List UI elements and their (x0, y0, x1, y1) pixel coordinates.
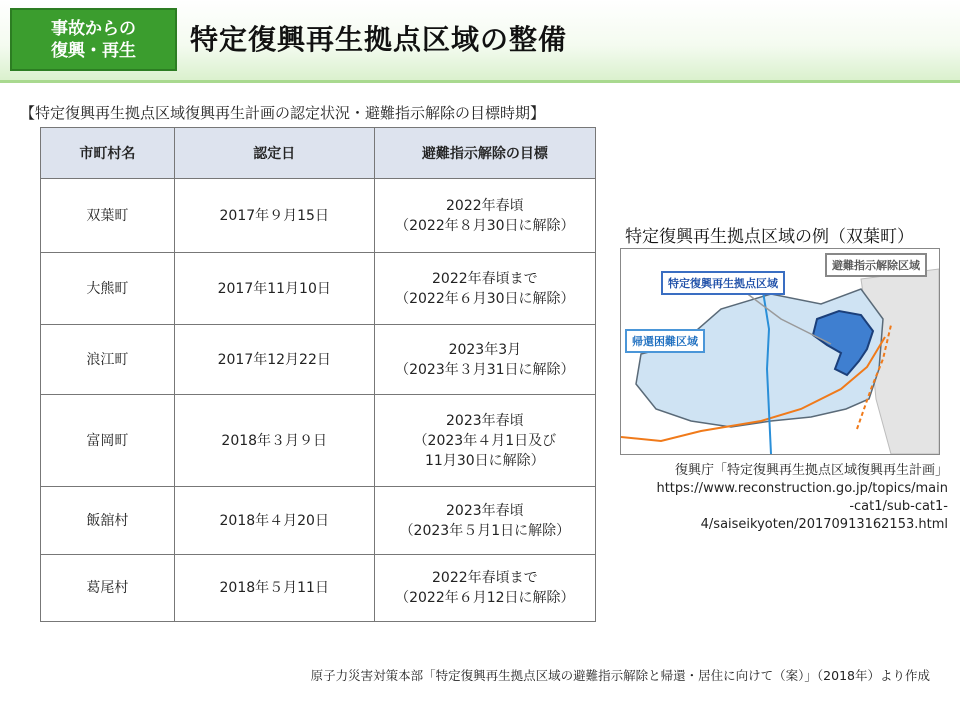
cell-approval-date: 2017年11月10日 (174, 253, 374, 325)
source-url-line: -cat1/sub-cat1- (849, 499, 948, 514)
section-badge-line1: 事故からの (51, 18, 136, 39)
target-line: 2022年春頃 (446, 197, 524, 214)
target-line: 2022年春頃まで (432, 570, 538, 586)
table-caption: 【特定復興再生拠点区域復興再生計画の認定状況・避難指示解除の目標時期】 (20, 104, 546, 122)
source-line: 復興庁「特定復興再生拠点区域復興再生計画」 (674, 463, 948, 478)
section-badge (10, 8, 177, 71)
table-row (41, 253, 596, 325)
cell-approval-date: 2018年４月20日 (174, 487, 374, 555)
map-source (618, 462, 948, 534)
table-row (41, 487, 596, 555)
target-line: 2022年春頃まで (432, 270, 538, 287)
cell-municipality: 双葉町 (41, 179, 175, 253)
column-header-approval-date: 認定日 (174, 128, 374, 179)
cell-target (374, 179, 595, 253)
cell-approval-date: 2018年５月11日 (174, 555, 374, 622)
target-line: （2022年６月30日に解除） (395, 290, 575, 307)
header-divider (0, 80, 960, 83)
table-row (41, 395, 596, 487)
target-line: 2023年春頃 (446, 412, 524, 429)
target-line: （2023年３月31日に解除） (395, 361, 575, 378)
target-line: （2023年４月1日及び (413, 432, 557, 449)
plan-status-table (40, 127, 596, 622)
cell-municipality: 浪江町 (41, 325, 175, 395)
column-header-target: 避難指示解除の目標 (374, 128, 595, 179)
column-header-municipality: 市町村名 (41, 128, 175, 179)
cell-target (374, 325, 595, 395)
table-row (41, 555, 596, 622)
cell-target (374, 253, 595, 325)
cell-municipality: 富岡町 (41, 395, 175, 487)
target-line: 2023年3月 (448, 341, 522, 358)
table-row (41, 179, 596, 253)
table-row (41, 325, 596, 395)
table-header-row (41, 128, 596, 179)
label-difficult-return: 帰還困難区域 (625, 329, 705, 353)
label-reconstruction-zone: 特定復興再生拠点区域 (661, 271, 785, 295)
cell-approval-date: 2017年12月22日 (174, 325, 374, 395)
label-order-lifted: 避難指示解除区域 (825, 253, 927, 277)
footer-citation: 原子力災害対策本部「特定復興再生拠点区域の避難指示解除と帰還・居住に向けて（案）」（2018年）より作成 (310, 668, 930, 683)
cell-municipality: 葛尾村 (41, 555, 175, 622)
cell-target (374, 487, 595, 555)
futaba-map (620, 248, 940, 455)
target-line: 2023年春頃 (446, 502, 524, 519)
map-title: 特定復興再生拠点区域の例（双葉町） (625, 227, 914, 247)
cell-target (374, 555, 595, 622)
cell-municipality: 大熊町 (41, 253, 175, 325)
target-line: （2022年６月12日に解除） (395, 590, 575, 606)
source-url-line: https://www.reconstruction.go.jp/topics/main (656, 481, 948, 496)
cell-approval-date: 2018年３月９日 (174, 395, 374, 487)
cell-target (374, 395, 595, 487)
source-url-line: 4/saiseikyoten/20170913162153.html (700, 517, 948, 532)
target-line: 11月30日に解除） (425, 452, 545, 469)
cell-approval-date: 2017年９月15日 (174, 179, 374, 253)
cell-municipality: 飯舘村 (41, 487, 175, 555)
target-line: （2023年５月1日に解除） (399, 522, 571, 539)
target-line: （2022年８月30日に解除） (395, 217, 575, 234)
section-badge-line2: 復興・再生 (51, 40, 136, 61)
page-title: 特定復興再生拠点区域の整備 (190, 23, 568, 56)
header-bar (0, 0, 960, 82)
